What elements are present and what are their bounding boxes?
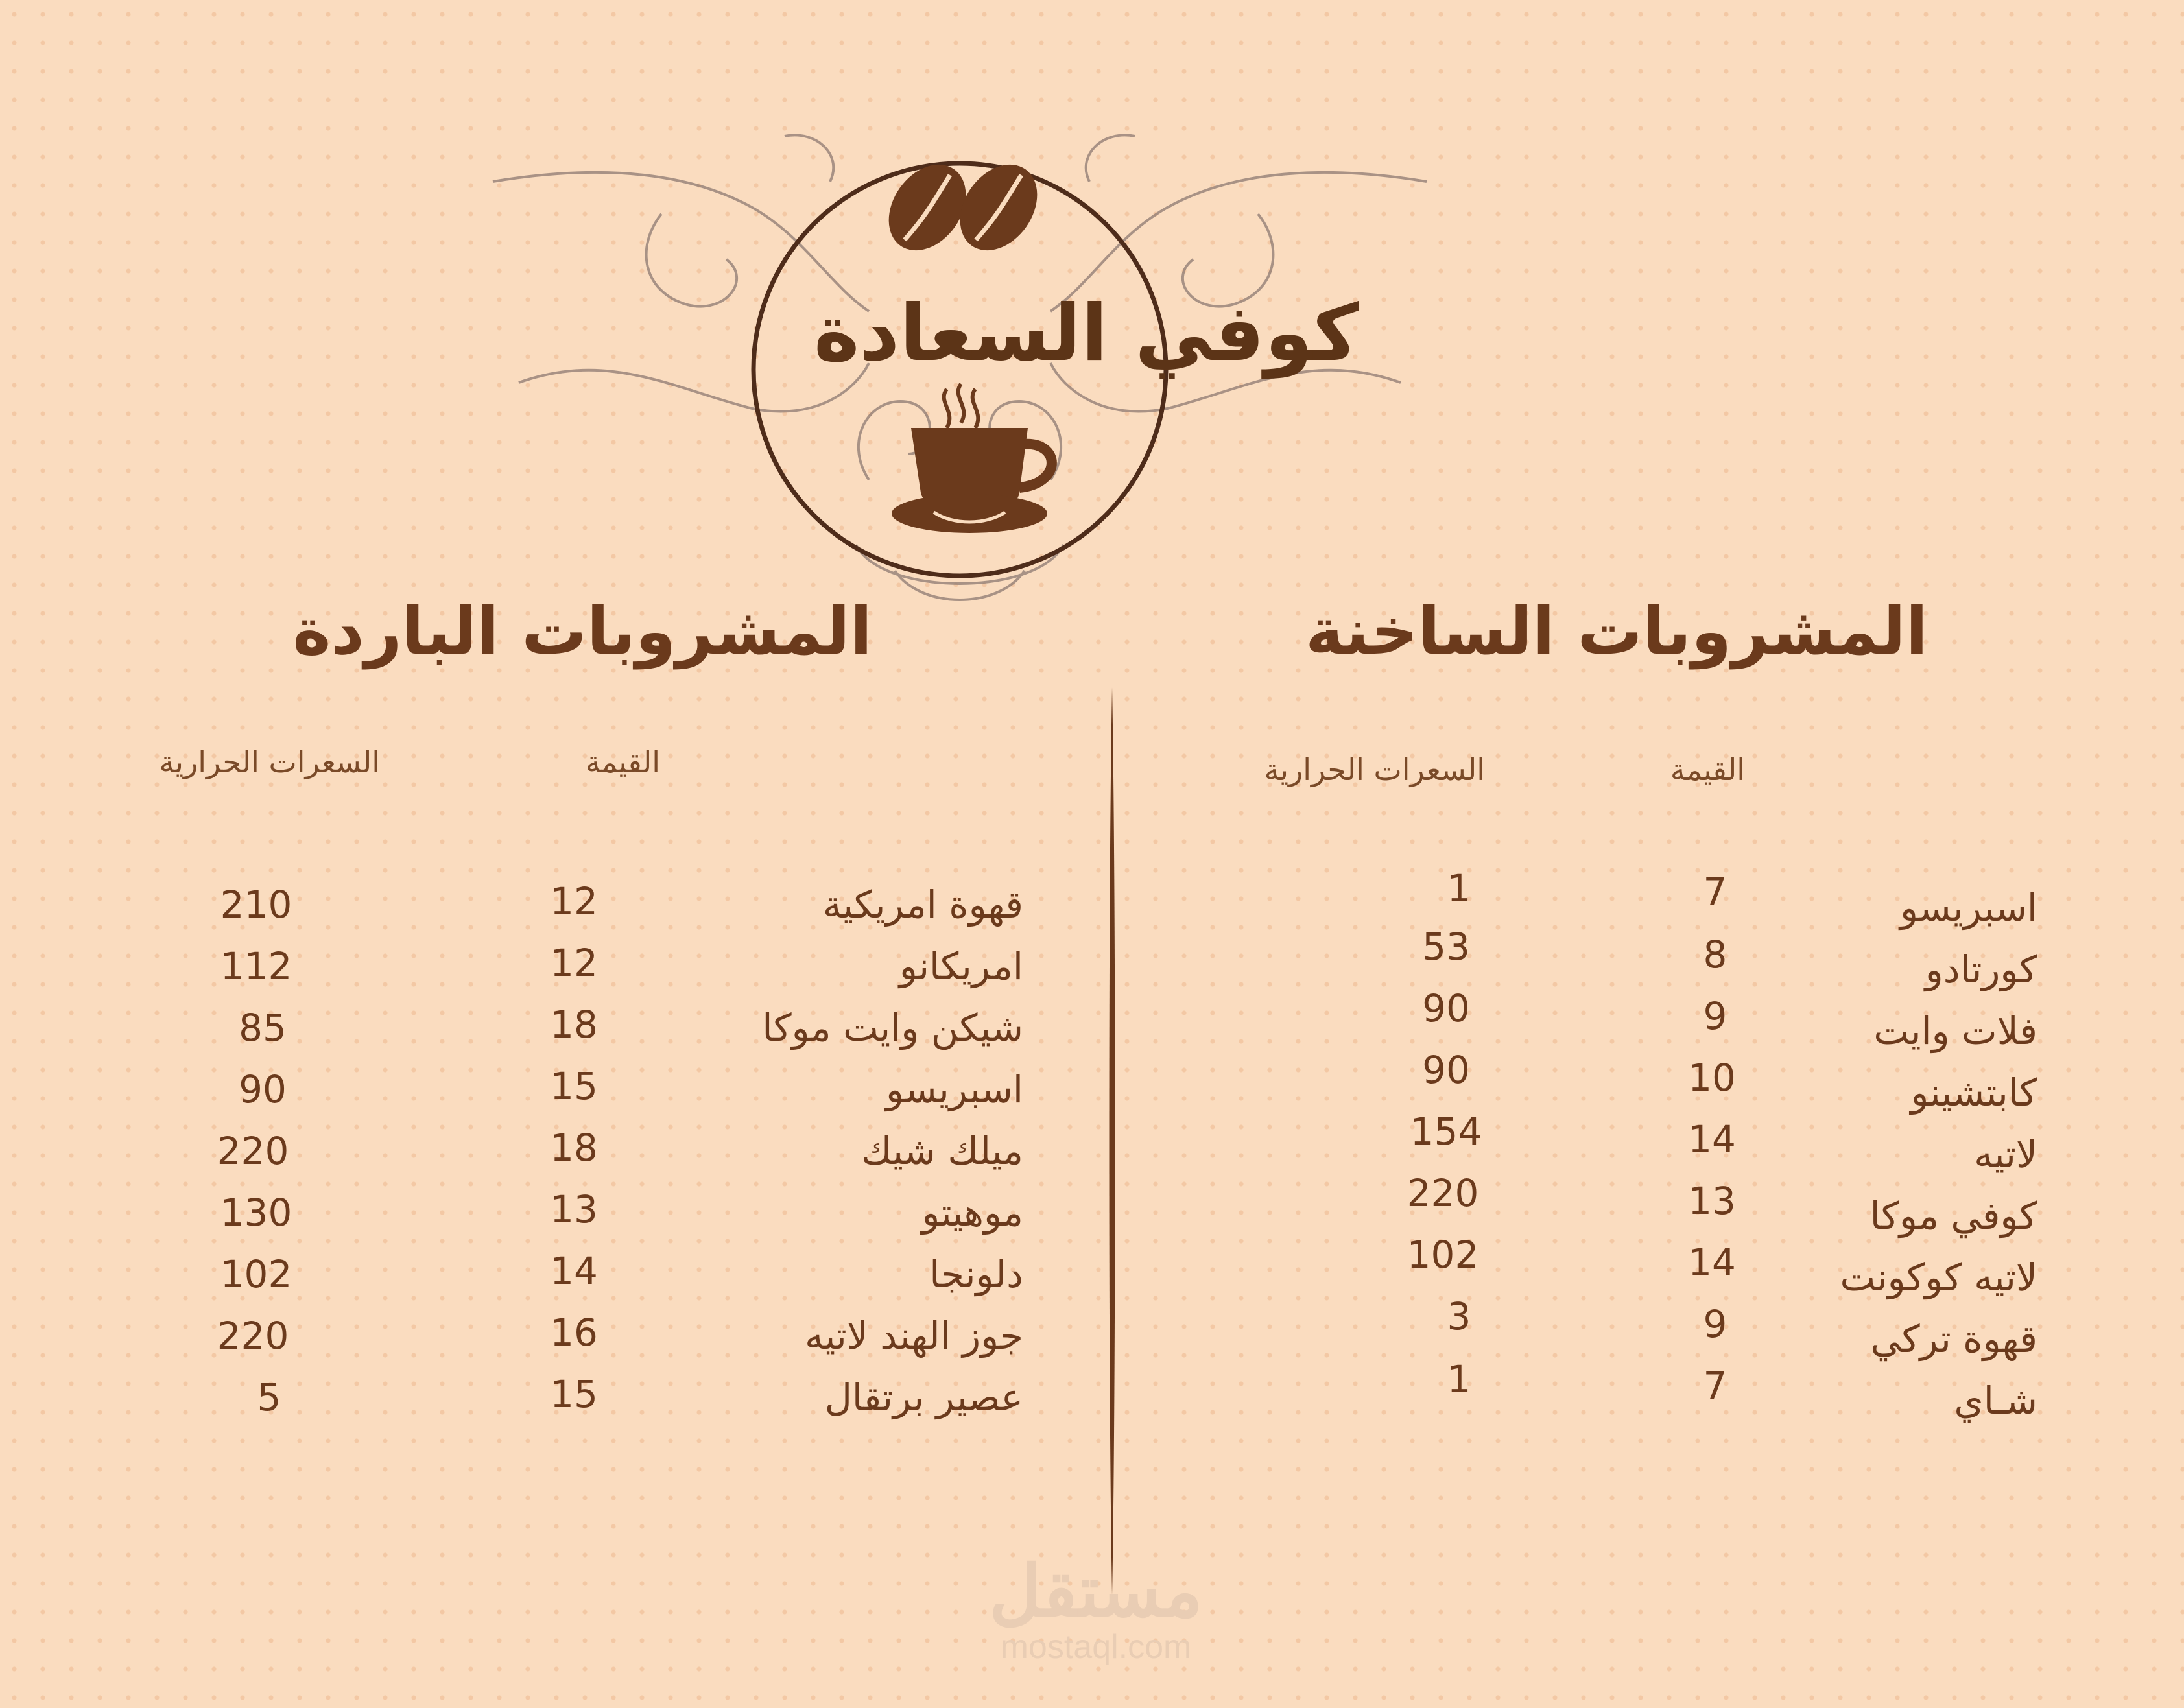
cold-item-name: قهوة امريكية <box>822 883 1023 927</box>
hot-item-name: قهوة تركي <box>1870 1317 2037 1361</box>
hot-item-calories: 90 <box>1422 1048 1470 1092</box>
cold-item-calories: 90 <box>239 1067 287 1111</box>
cold-price-header: القيمة <box>585 744 660 779</box>
watermark-arabic: مستقل <box>989 1552 1203 1631</box>
hot-item-calories: 102 <box>1407 1233 1479 1277</box>
cold-item-calories: 112 <box>220 944 292 988</box>
cold-item-name: امريكانو <box>899 944 1023 988</box>
coffee-beans-icon <box>873 150 1053 265</box>
cafe-title: كوفي السعادة <box>813 289 1359 379</box>
cold-item-name: عصير برتقال <box>824 1375 1023 1419</box>
cold-item-name: اسبريسو <box>885 1067 1023 1111</box>
cold-item-price: 18 <box>550 1002 598 1047</box>
coffee-cup-icon <box>892 428 1052 533</box>
hot-item-calories: 53 <box>1422 925 1470 969</box>
hot-item-calories: 90 <box>1422 986 1470 1030</box>
cold-item-name: جوز الهند لاتيه <box>805 1314 1023 1358</box>
hot-item-name: لاتيه كوكونت <box>1840 1255 2037 1299</box>
watermark-latin: mostaql.com <box>1000 1628 1192 1666</box>
cold-item-calories: 102 <box>220 1252 292 1296</box>
cold-item-calories: 220 <box>217 1129 289 1173</box>
cold-item-name: ميلك شيك <box>861 1129 1023 1173</box>
cold-item-name: دلونجا <box>929 1252 1023 1296</box>
hot-calories-header: السعرات الحرارية <box>1264 752 1485 787</box>
watermark <box>960 1552 1232 1666</box>
cold-item-name: موهيتو <box>921 1191 1023 1235</box>
hot-item-price: 10 <box>1688 1056 1736 1100</box>
hot-item-name: كابتشينو <box>1910 1071 2037 1115</box>
hot-item-calories: 1 <box>1447 1357 1471 1401</box>
center-divider <box>1102 687 1122 1595</box>
cold-item-price: 13 <box>550 1187 598 1231</box>
cold-item-calories: 220 <box>217 1314 289 1358</box>
hot-item-price: 14 <box>1688 1240 1736 1285</box>
hot-price-header: القيمة <box>1670 752 1745 787</box>
hot-drinks-title: المشروبات الساخنة <box>1305 593 1928 669</box>
cold-item-price: 15 <box>550 1372 598 1416</box>
logo-ornament <box>480 117 1440 661</box>
cold-item-price: 18 <box>550 1126 598 1170</box>
cold-calories-header: السعرات الحرارية <box>159 744 380 779</box>
hot-item-calories: 154 <box>1410 1109 1482 1154</box>
cold-item-price: 15 <box>550 1064 598 1108</box>
cold-drinks-title: المشروبات الباردة <box>292 593 872 669</box>
cold-item-calories: 130 <box>220 1191 292 1235</box>
hot-item-price: 7 <box>1703 1364 1727 1408</box>
hot-item-price: 8 <box>1703 932 1727 977</box>
cold-item-calories: 85 <box>239 1006 287 1050</box>
hot-item-name: كوفي موكا <box>1869 1194 2037 1238</box>
cold-item-name: شيكن وايت موكا <box>762 1006 1023 1050</box>
hot-item-price: 14 <box>1688 1117 1736 1161</box>
hot-item-price: 9 <box>1703 1302 1727 1346</box>
hot-item-name: كورتادو <box>1925 947 2037 991</box>
cold-item-price: 16 <box>550 1311 598 1355</box>
hot-item-price: 9 <box>1703 994 1727 1038</box>
cold-item-calories: 5 <box>257 1375 281 1419</box>
hot-item-name: فلات وايت <box>1873 1009 2037 1053</box>
hot-item-price: 7 <box>1703 870 1727 914</box>
hot-item-name: شـاي <box>1954 1379 2037 1423</box>
hot-item-name: اسبريسو <box>1899 886 2037 930</box>
steam-icon <box>944 384 979 428</box>
cold-item-price: 14 <box>550 1249 598 1293</box>
cold-item-price: 12 <box>550 879 598 923</box>
hot-item-name: لاتيه <box>1974 1132 2037 1176</box>
hot-item-calories: 1 <box>1447 866 1471 910</box>
hot-item-price: 13 <box>1688 1179 1736 1223</box>
hot-item-calories: 3 <box>1447 1294 1471 1338</box>
hot-item-calories: 220 <box>1407 1171 1479 1215</box>
cold-item-price: 12 <box>550 941 598 985</box>
cold-item-calories: 210 <box>220 883 292 927</box>
